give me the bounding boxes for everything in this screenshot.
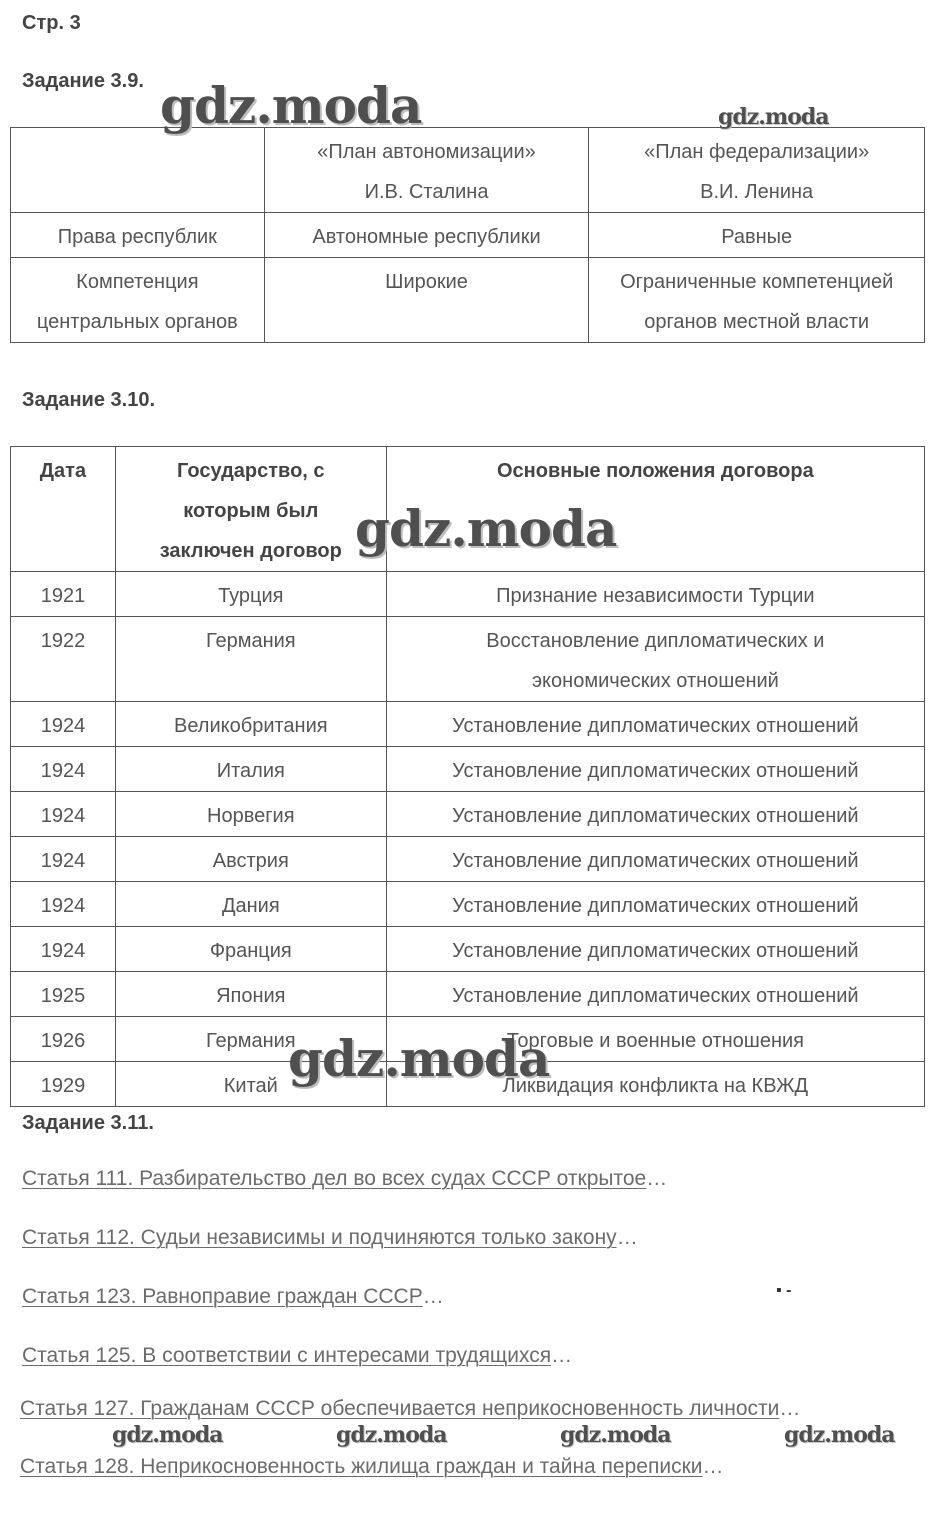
terms-cell-line: Установление дипломатических отношений (452, 985, 859, 1007)
terms-cell-line: Признание независимости Турции (496, 585, 815, 607)
article-text[interactable]: Статья 127. Гражданам СССР обеспечивается неприкосновенность личности (20, 1397, 780, 1420)
task-3-9-title: Задание 3.9. (22, 70, 144, 92)
article-text[interactable]: Статья 112. Судьи независимы и подчиняются только закону (22, 1226, 617, 1249)
country-cell: Австрия (115, 837, 386, 882)
watermark: gdz.moda (560, 1422, 671, 1448)
terms-cell-line: Установление дипломатических отношений (452, 895, 859, 917)
date-cell: 1925 (11, 972, 116, 1017)
table-cell-line: центральных органов (36, 311, 238, 333)
watermark: gdz.moda (160, 76, 422, 135)
table-cell-line: Равные (721, 226, 793, 248)
table-cell-line: Компетенция (76, 271, 199, 293)
terms-cell-line: экономических отношений (531, 670, 779, 692)
table-row (11, 572, 925, 617)
date-cell: 1926 (11, 1017, 116, 1062)
table-row (11, 702, 925, 747)
table-header-row (11, 128, 925, 213)
task-3-11-title: Задание 3.11. (22, 1112, 154, 1134)
header-cell-line: заключен договор (159, 540, 342, 562)
terms-cell-line: Установление дипломатических отношений (452, 940, 859, 962)
table-cell (11, 213, 265, 258)
header-cell (11, 447, 116, 572)
header-cell-line: И.В. Сталина (364, 181, 489, 203)
country-cell: Франция (115, 927, 386, 972)
header-cell-line: Государство, с (177, 460, 325, 482)
article-text[interactable]: Статья 123. Равноправие граждан СССР (22, 1285, 423, 1308)
date-cell: 1924 (11, 927, 116, 972)
terms-cell (386, 927, 924, 972)
country-cell: Германия (115, 617, 386, 702)
terms-cell (386, 572, 924, 617)
table-cell (589, 213, 925, 258)
terms-cell (386, 702, 924, 747)
header-cell-line: «План федерализации» (644, 141, 870, 163)
header-cell-line: которым был (183, 500, 319, 522)
article-ellipsis: … (551, 1344, 573, 1367)
article-ellipsis: … (422, 1285, 444, 1308)
watermark: gdz.moda (112, 1422, 223, 1448)
article-text[interactable]: Статья 125. В соответствии с интересами трудящихся (22, 1344, 552, 1367)
header-cell (589, 128, 925, 213)
date-cell: 1924 (11, 702, 116, 747)
header-cell-line: Дата (39, 460, 87, 482)
table-cell-line: органов местной власти (644, 311, 870, 333)
table-row (11, 882, 925, 927)
watermark: gdz.moda (336, 1422, 447, 1448)
table-row (11, 927, 925, 972)
terms-cell (386, 792, 924, 837)
article-item (22, 1167, 667, 1191)
table-row (11, 972, 925, 1017)
date-cell: 1924 (11, 837, 116, 882)
task-3-10-title: Задание 3.10. (22, 389, 156, 411)
header-cell (11, 128, 265, 213)
date-cell: 1929 (11, 1062, 116, 1107)
table-cell-line: Автономные республики (312, 226, 541, 248)
article-item (22, 1226, 638, 1250)
terms-cell-line: Восстановление дипломатических и (486, 630, 825, 652)
header-cell-line: «План автономизации» (317, 141, 536, 163)
article-item (20, 1397, 800, 1421)
article-text[interactable]: Статья 111. Разбирательство дел во всех судах СССР открытое (22, 1167, 647, 1190)
article-ellipsis: … (779, 1397, 801, 1420)
terms-cell-line: Установление дипломатических отношений (452, 850, 859, 872)
article-item (20, 1455, 724, 1479)
watermark: gdz.moda (355, 499, 617, 558)
article-item (22, 1344, 572, 1368)
table-row (11, 213, 925, 258)
table-cell-line: Широкие (385, 271, 468, 293)
watermark: gdz.moda (288, 1029, 550, 1088)
page-label: Стр. 3 (22, 12, 81, 34)
terms-cell (386, 837, 924, 882)
terms-cell-line: Установление дипломатических отношений (452, 805, 859, 827)
country-cell: Норвегия (115, 792, 386, 837)
stray-marks: ▪ - (776, 1282, 792, 1299)
table-row (11, 617, 925, 702)
terms-cell (386, 617, 924, 702)
terms-cell-line: Установление дипломатических отношений (452, 760, 859, 782)
country-cell: Турция (115, 572, 386, 617)
terms-cell-line: Торговые и военные отношения (506, 1030, 804, 1052)
table-cell (264, 213, 589, 258)
article-ellipsis: … (702, 1455, 724, 1478)
header-cell-line: Основные положения договора (496, 460, 814, 482)
header-cell-line: В.И. Ленина (700, 181, 814, 203)
country-cell: Дания (115, 882, 386, 927)
date-cell: 1921 (11, 572, 116, 617)
country-cell: Германия (115, 1017, 386, 1062)
header-cell (264, 128, 589, 213)
table-row (11, 258, 925, 343)
table-row (11, 837, 925, 882)
article-item (22, 1285, 444, 1309)
date-cell: 1922 (11, 617, 116, 702)
country-cell: Италия (115, 747, 386, 792)
country-cell: Великобритания (115, 702, 386, 747)
header-cell (115, 447, 386, 572)
watermark: gdz.moda (784, 1422, 895, 1448)
terms-cell (386, 747, 924, 792)
table-cell (589, 258, 925, 343)
table-row (11, 747, 925, 792)
table-row (11, 792, 925, 837)
terms-cell-line: Ликвидация конфликта на КВЖД (502, 1075, 809, 1097)
date-cell: 1924 (11, 747, 116, 792)
watermark: gdz.moda (718, 104, 829, 130)
table-cell-line: Права республик (57, 226, 217, 248)
plans-comparison-table (10, 127, 925, 343)
country-cell: Китай (115, 1062, 386, 1107)
terms-cell (386, 882, 924, 927)
date-cell: 1924 (11, 882, 116, 927)
table-cell (264, 258, 589, 343)
article-ellipsis: … (616, 1226, 638, 1249)
terms-cell-line: Установление дипломатических отношений (452, 715, 859, 737)
date-cell: 1924 (11, 792, 116, 837)
terms-cell (386, 972, 924, 1017)
table-cell (11, 258, 265, 343)
country-cell: Япония (115, 972, 386, 1017)
table-cell-line: Ограниченные компетенцией (620, 271, 894, 293)
article-ellipsis: … (646, 1167, 668, 1190)
article-text[interactable]: Статья 128. Неприкосновенность жилища граждан и тайна переписки (20, 1455, 703, 1478)
